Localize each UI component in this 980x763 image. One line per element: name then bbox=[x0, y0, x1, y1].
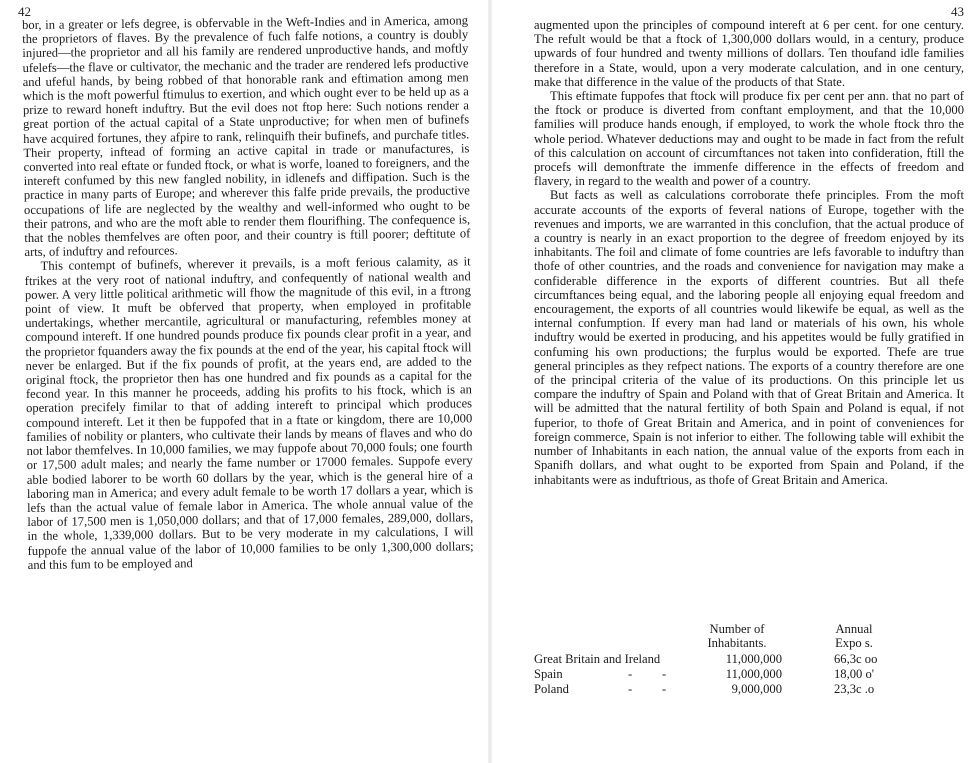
page-number-left: 42 bbox=[18, 4, 31, 19]
header-exports bbox=[814, 622, 894, 650]
left-paragraph-2: This contempt of bufinefs, wherever it prevails, is a moft ferious calamity, as it ftrikes at the very root of national induftry, and confequently of national wealth and power. A very little political arithmetic will fhow the magnitude of this evil, in a ftrong point of view. It muft be obferved that property, when employed in profitable undertakings, whether mercantile, agricultural or manufacturing, refembles money at compound intereft. If one hundred pounds produce fix pounds clear profit in a year, and the proprietor fquanders away the fix pounds at the end of the year, his capital ftock will never be enlarged. But if the fix pounds of profit, at the years end, are added to the original ftock, the proprietor then has one hundred and fix pounds as a capital for the fecond year. In this manner he proceeds, adding his profits to his ftock, which is an operation precifely fimilar to that of adding intereft to principal which produces compound intereft. Let it then be fuppofed that in a ftate or kingdom, there are 10,000 families of nobility or planters, who cultivate their lands by means of flaves and who do not labor themfelves. In 10,000 families, we may fuppofe about 70,000 fouls; one fourth or 17,500 adult males; and nearly the fame number or 17000 females. Suppofe every able bodied laborer to be worth 60 dollars by the year, which is the general hire of a laboring man in America; and every adult female to be worth 17 dollars a year, which is lefs than the actual value of female labor in America. The whole annual value of the labor of 17,500 men is 1,050,000 dollars; and that of 17,000 females, 289,000, dollars, in the whole, 1,339,000 dollars. But to be very moderate in my calculations, I will fuppofe the annual value of the labor of 10,000 families to be only 1,300,000 dollars; and this fum to be employed and bbox=[24, 254, 474, 572]
table-row bbox=[534, 667, 964, 682]
exports-value: 66,3c oo bbox=[834, 652, 878, 666]
table-row bbox=[534, 682, 964, 697]
country-name: Spain bbox=[534, 667, 563, 681]
leader-dash: - bbox=[662, 667, 667, 681]
page-number-right: 43 bbox=[951, 4, 964, 19]
left-paragraph-1: bor, in a greater or lefs degree, is obfervable in the Weft-Indies and in America, among the proprietors of flaves. By the prevalence of fuch falfe notions, a country is doubly injured—the proprietor and all his family are rendered unproductive hands, and moftly ufelefs—the flave or cultivator, the mechanic and the trader are rendered lefs productive and ufeful hands, by being robbed of that honorable rank and eftimation among men which is the moft powerful ftimulus to exertion, and which ought ever to be held up as a prize to reward honeft induftry. But the evil does not ftop here: Such notions render a great portion of the actual capital of a State unproductive; for when men of bufinefs have acquired fortunes, they afpire to rank, relinquifh their bufinefs, and purchafe titles. Their property, inftead of forming an active capital in trade or manufactures, is converted into real eftate or funded ftock, or what is worfe, loaned to foreigners, and the intereft confumed by this new fangled nobility, in idlenefs and diffipation. Such is the practice in many parts of Europe; and wherever this falfe pride prevails, the productive occupations of life are neglected by the wealthy and well-informed who ought to be their patrons, and who are the moft able to render them flourifhing. The confequence is, that the nobles themfelves are often poor, and their country is ftill poorer; deftitute of arts, of induftry and refources. bbox=[22, 13, 471, 260]
header-inhabitants-line1: Number of bbox=[709, 622, 765, 636]
table-header bbox=[534, 622, 964, 652]
table-row bbox=[534, 652, 964, 667]
exports-value: 18,00 o' bbox=[834, 667, 875, 681]
country-name: Poland bbox=[534, 682, 569, 696]
right-page bbox=[490, 0, 980, 763]
right-paragraph-2: This eftimate fuppofes that ftock will produce fix per cent per ann. that no part of the ftock or produce is diverted from conftant employment, and that the 10,000 families will produce hands enough, if employed, to work the whole ftock thro the whole period. Whatever deductions may and ought to be made in fact from the refult of this calculation on account of circumftances not taken into confideration, ftill the procefs will demonftrate the immenfe difference in the effects of freedom and flavery, in regard to the wealth and power of a country. bbox=[534, 89, 964, 189]
exports-table bbox=[534, 622, 964, 697]
right-paragraph-1: augmented upon the principles of compound intereft at 6 per cent. for one century. The refult would be that a ftock of 1,300,000 dollars would, in a century, produce upwards of four hundred and twenty millions of dollars. Ten thoufand idle families therefore in a State, would, upon a very moderate calculation, and in one century, make that difference in the value of the products of that State. bbox=[534, 18, 964, 89]
right-text-column bbox=[534, 18, 964, 487]
leader-dash: - bbox=[628, 667, 633, 681]
inhabitants-value: 9,000,000 bbox=[731, 682, 782, 696]
leader-dash: - bbox=[662, 682, 667, 696]
left-text-column bbox=[22, 13, 474, 572]
right-paragraph-3: But facts as well as calculations corroborate thefe principles. From the moft accurate accounts of the exports of feveral nations of Europe, together with the revenues and imports, we are warranted in this conclufion, that the actual produce of a country is nearly in an exact proportion to the degree of freedom enjoyed by its inhabitants. The foil and climate of fome countries are lefs favorable to induftry than thofe of other countries, and the roads and convenience for navigation may make a confiderable difference in the exports of different countries. But all thefe circumftances being equal, and the laboring people all enjoying equal freedom and encouragement, the exports of all countries would likewife be equal, as well as the internal confumption. If every man had land or materials of his own, his whole induftry would be exerted in producing, and his appetites would be fully gratified in confuming his own productions; the furplus would be exported. Thefe are true general principles as they refpect nations. The exports of a country therefore are one of the principal criteria of the value of its productions. On this principle let us compare the induftry of Spain and Poland with that of Great Britain and America. It will be admitted that the natural fertility of both Spain and Poland is equal, if not fuperior, to thofe of Great Britain and America, and in point of conveniences for foreign commerce, Spain is not inferior to either. The following table will exhibit the number of Inhabitants in each nation, the annual value of the exports from each in Spanifh dollars, and what ought to be exported from Spain and Poland, if the inhabitants were as induftrious, as thofe of Great Britain and America. bbox=[534, 188, 964, 487]
leader-dash: - bbox=[628, 682, 633, 696]
header-exports-line1: Annual bbox=[835, 622, 873, 636]
exports-value: 23,3c .o bbox=[834, 682, 875, 696]
inhabitants-value: 11,000,000 bbox=[725, 652, 782, 666]
header-inhabitants bbox=[692, 622, 782, 650]
country-name: Great Britain and Ireland bbox=[534, 652, 661, 666]
header-exports-line2: Expo s. bbox=[835, 636, 873, 651]
header-inhabitants-line2: Inhabitants. bbox=[707, 636, 767, 651]
inhabitants-value: 11,000,000 bbox=[725, 667, 782, 681]
